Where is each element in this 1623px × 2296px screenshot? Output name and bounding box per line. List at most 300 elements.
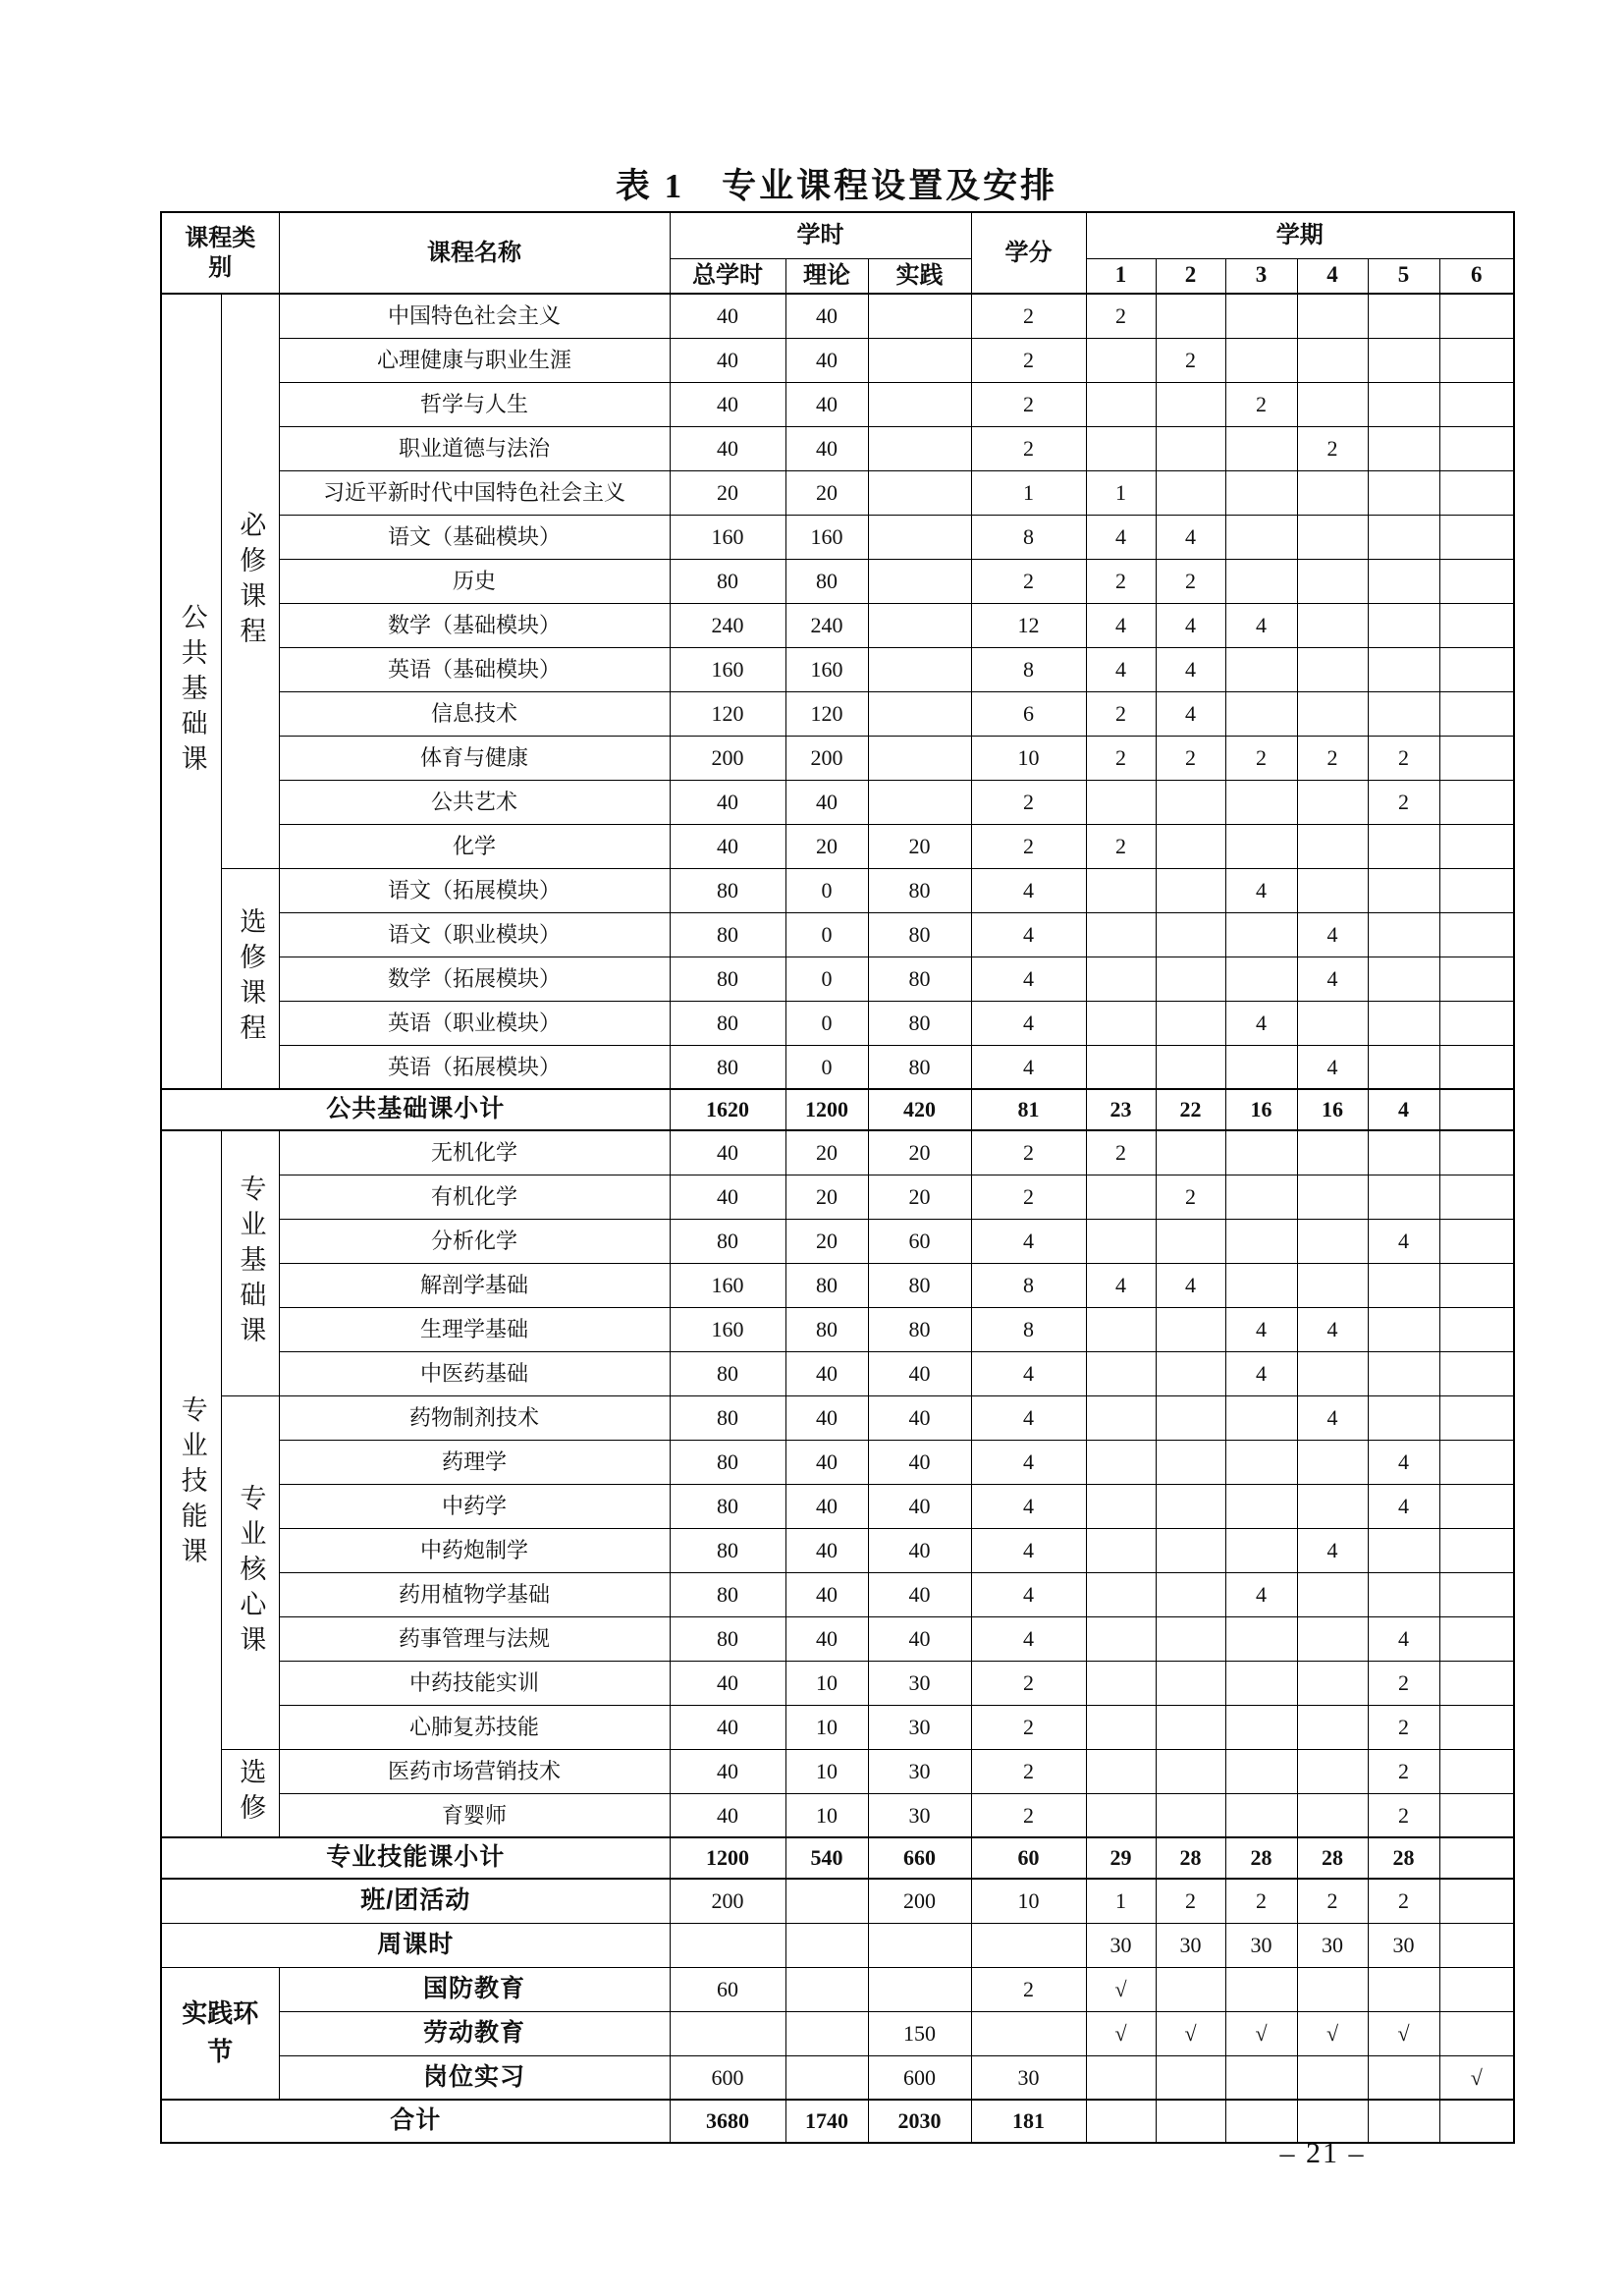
semester-1-cell: [1086, 1395, 1156, 1440]
semester-3-cell: [1225, 912, 1297, 957]
semester-3-cell: 28: [1225, 1837, 1297, 1879]
semester-5-cell: [1368, 515, 1439, 559]
semester-6-cell: [1439, 1440, 1514, 1484]
theory-hours-cell: 120: [785, 691, 868, 736]
course-name-cell: 药理学: [279, 1440, 670, 1484]
semester-3-cell: 4: [1225, 1351, 1297, 1395]
semester-3-cell: [1225, 338, 1297, 382]
credits-cell: 2: [971, 382, 1086, 426]
total-hours-cell: 40: [670, 824, 785, 868]
semester-5-cell: 28: [1368, 1837, 1439, 1879]
semester-3-cell: 4: [1225, 1307, 1297, 1351]
semester-1-cell: [1086, 1175, 1156, 1219]
semester-1-cell: [1086, 1528, 1156, 1572]
total-hours-cell: 200: [670, 736, 785, 780]
semester-6-cell: [1439, 2100, 1514, 2143]
theory-hours-cell: 40: [785, 382, 868, 426]
total-hours-cell: 80: [670, 957, 785, 1001]
semester-6-cell: [1439, 1089, 1514, 1130]
semester-6-cell: [1439, 1967, 1514, 2011]
theory-hours-cell: [785, 1967, 868, 2011]
semester-3-cell: [1225, 1793, 1297, 1837]
total-hours-cell: 80: [670, 1219, 785, 1263]
semester-4-cell: [1297, 1616, 1368, 1661]
semester-4-cell: [1297, 780, 1368, 824]
total-hours-cell: 80: [670, 1351, 785, 1395]
practice-hours-cell: 80: [868, 868, 971, 912]
semester-1-cell: [1086, 868, 1156, 912]
semester-6-cell: [1439, 1923, 1514, 1967]
semester-4-cell: [1297, 382, 1368, 426]
semester-5-cell: [1368, 426, 1439, 470]
curriculum-table: [160, 211, 1515, 2144]
semester-4-cell: [1297, 1001, 1368, 1045]
semester-1-cell: √: [1086, 2011, 1156, 2055]
semester-1-cell: [1086, 1484, 1156, 1528]
semester-5-cell: [1368, 1967, 1439, 2011]
course-name-cell: 药物制剂技术: [279, 1395, 670, 1440]
table-row: [161, 2011, 1514, 2055]
semester-2-cell: [1156, 1661, 1225, 1705]
semester-3-cell: [1225, 559, 1297, 603]
course-name-cell: 中医药基础: [279, 1351, 670, 1395]
course-name-cell: 有机化学: [279, 1175, 670, 1219]
semester-3-cell: [1225, 1705, 1297, 1749]
semester-2-cell: [1156, 1749, 1225, 1793]
practice-hours-cell: [868, 338, 971, 382]
total-hours-cell: 240: [670, 603, 785, 647]
category-practice-cell: 实践环节: [161, 1967, 279, 2100]
theory-hours-cell: 160: [785, 515, 868, 559]
semester-3-cell: [1225, 824, 1297, 868]
semester-5-cell: [1368, 470, 1439, 515]
course-name-cell: 数学（拓展模块）: [279, 957, 670, 1001]
theory-hours-cell: 10: [785, 1749, 868, 1793]
semester-6-cell: [1439, 1130, 1514, 1175]
semester-5-cell: 4: [1368, 1440, 1439, 1484]
semester-4-cell: √: [1297, 2011, 1368, 2055]
total-hours-cell: 80: [670, 1528, 785, 1572]
credits-cell: 2: [971, 294, 1086, 338]
semester-6-cell: [1439, 559, 1514, 603]
semester-4-cell: [1297, 1572, 1368, 1616]
total-hours-cell: 600: [670, 2055, 785, 2100]
semester-1-cell: [1086, 1572, 1156, 1616]
semester-2-cell: 30: [1156, 1923, 1225, 1967]
semester-3-cell: [1225, 691, 1297, 736]
theory-hours-cell: 10: [785, 1793, 868, 1837]
semester-5-cell: [1368, 603, 1439, 647]
theory-hours-cell: 10: [785, 1705, 868, 1749]
semester-6-cell: [1439, 1395, 1514, 1440]
practice-hours-cell: [868, 1967, 971, 2011]
semester-3-cell: 4: [1225, 1572, 1297, 1616]
practice-hours-cell: [868, 470, 971, 515]
practice-hours-cell: [868, 294, 971, 338]
semester-4-cell: [1297, 1440, 1368, 1484]
semester-4-cell: [1297, 1175, 1368, 1219]
practice-hours-cell: 40: [868, 1484, 971, 1528]
semester-2-cell: 4: [1156, 603, 1225, 647]
semester-2-cell: [1156, 294, 1225, 338]
semester-1-cell: [1086, 1045, 1156, 1089]
semester-3-cell: [1225, 647, 1297, 691]
practice-hours-cell: 200: [868, 1879, 971, 1923]
semester-5-cell: 4: [1368, 1616, 1439, 1661]
course-name-cell: 中药学: [279, 1484, 670, 1528]
table-row: [161, 1705, 1514, 1749]
semester-4-cell: [1297, 1351, 1368, 1395]
course-name-cell: 信息技术: [279, 691, 670, 736]
semester-2-cell: [1156, 1528, 1225, 1572]
summary-label-cell: 合计: [161, 2100, 670, 2143]
semester-4-cell: 4: [1297, 912, 1368, 957]
theory-hours-cell: 240: [785, 603, 868, 647]
practice-hours-cell: 20: [868, 1175, 971, 1219]
credits-cell: 4: [971, 1395, 1086, 1440]
semester-6-cell: [1439, 1793, 1514, 1837]
course-name-cell: 体育与健康: [279, 736, 670, 780]
semester-5-cell: [1368, 382, 1439, 426]
table-row: [161, 470, 1514, 515]
table-row: [161, 912, 1514, 957]
semester-2-cell: [1156, 1967, 1225, 2011]
credits-cell: 2: [971, 1175, 1086, 1219]
practice-hours-cell: 20: [868, 1130, 971, 1175]
credits-cell: 10: [971, 736, 1086, 780]
course-name-cell: 公共艺术: [279, 780, 670, 824]
semester-4-cell: [1297, 1793, 1368, 1837]
semester-4-cell: 4: [1297, 1395, 1368, 1440]
semester-4-cell: [1297, 2055, 1368, 2100]
semester-2-cell: 22: [1156, 1089, 1225, 1130]
semester-6-cell: [1439, 470, 1514, 515]
summary-label-cell: 班/团活动: [161, 1879, 670, 1923]
total-hours-cell: 40: [670, 1749, 785, 1793]
semester-1-cell: [1086, 1219, 1156, 1263]
semester-3-cell: [1225, 1749, 1297, 1793]
semester-1-cell: [1086, 1440, 1156, 1484]
semester-2-cell: [1156, 1572, 1225, 1616]
table-row: [161, 1175, 1514, 1219]
theory-hours-cell: 0: [785, 868, 868, 912]
semester-3-cell: 4: [1225, 1001, 1297, 1045]
table-row: [161, 294, 1514, 338]
total-hours-cell: 80: [670, 1484, 785, 1528]
semester-3-cell: [1225, 2055, 1297, 2100]
semester-6-cell: [1439, 1175, 1514, 1219]
credits-cell: 4: [971, 1045, 1086, 1089]
semester-6-cell: [1439, 1661, 1514, 1705]
semester-4-cell: [1297, 338, 1368, 382]
credits-cell: 2: [971, 780, 1086, 824]
theory-hours-cell: 40: [785, 426, 868, 470]
semester-6-cell: [1439, 736, 1514, 780]
header-practice: 实践: [868, 258, 971, 294]
semester-4-cell: 4: [1297, 1045, 1368, 1089]
semester-6-cell: [1439, 1351, 1514, 1395]
practice-hours-cell: [868, 515, 971, 559]
practice-hours-cell: 600: [868, 2055, 971, 2100]
table-row: [161, 1484, 1514, 1528]
semester-6-cell: [1439, 647, 1514, 691]
total-hours-cell: 80: [670, 868, 785, 912]
semester-1-cell: [1086, 1793, 1156, 1837]
theory-hours-cell: 40: [785, 1351, 868, 1395]
semester-6-cell: [1439, 1484, 1514, 1528]
credits-cell: 2: [971, 338, 1086, 382]
theory-hours-cell: 40: [785, 1572, 868, 1616]
semester-6-cell: [1439, 1616, 1514, 1661]
credits-cell: 4: [971, 912, 1086, 957]
table-row: [161, 1528, 1514, 1572]
semester-5-cell: [1368, 824, 1439, 868]
total-hours-cell: 200: [670, 1879, 785, 1923]
theory-hours-cell: 20: [785, 470, 868, 515]
semester-6-cell: [1439, 1837, 1514, 1879]
total-hours-cell: 60: [670, 1967, 785, 2011]
semester-5-cell: 2: [1368, 1661, 1439, 1705]
course-name-cell: 药用植物学基础: [279, 1572, 670, 1616]
course-name-cell: 语文（基础模块）: [279, 515, 670, 559]
semester-3-cell: [1225, 426, 1297, 470]
total-hours-cell: 80: [670, 1616, 785, 1661]
semester-2-cell: [1156, 1307, 1225, 1351]
semester-5-cell: [1368, 1263, 1439, 1307]
semester-2-cell: 4: [1156, 647, 1225, 691]
credits-cell: 81: [971, 1089, 1086, 1130]
header-semester-6: 6: [1439, 258, 1514, 294]
credits-cell: 4: [971, 1440, 1086, 1484]
course-name-cell: 历史: [279, 559, 670, 603]
theory-hours-cell: 40: [785, 1616, 868, 1661]
theory-hours-cell: 0: [785, 912, 868, 957]
category-inner-cell: 专业基础课: [221, 1130, 279, 1395]
theory-hours-cell: 0: [785, 1001, 868, 1045]
semester-5-cell: [1368, 691, 1439, 736]
semester-5-cell: [1368, 1307, 1439, 1351]
theory-hours-cell: 20: [785, 824, 868, 868]
semester-3-cell: √: [1225, 2011, 1297, 2055]
semester-6-cell: [1439, 515, 1514, 559]
total-hours-cell: 40: [670, 338, 785, 382]
semester-5-cell: [1368, 868, 1439, 912]
semester-6-cell: [1439, 1572, 1514, 1616]
semester-2-cell: [1156, 1351, 1225, 1395]
semester-5-cell: 2: [1368, 1749, 1439, 1793]
semester-2-cell: [1156, 1440, 1225, 1484]
semester-5-cell: [1368, 1395, 1439, 1440]
theory-hours-cell: 0: [785, 957, 868, 1001]
semester-1-cell: [1086, 1661, 1156, 1705]
table-row: [161, 603, 1514, 647]
theory-hours-cell: 80: [785, 1307, 868, 1351]
total-hours-cell: 40: [670, 1130, 785, 1175]
semester-5-cell: [1368, 1045, 1439, 1089]
table-row: [161, 1440, 1514, 1484]
semester-6-cell: [1439, 294, 1514, 338]
semester-4-cell: 4: [1297, 1528, 1368, 1572]
semester-1-cell: 4: [1086, 515, 1156, 559]
semester-5-cell: [1368, 1572, 1439, 1616]
semester-6-cell: [1439, 603, 1514, 647]
course-name-cell: 生理学基础: [279, 1307, 670, 1351]
semester-3-cell: [1225, 1967, 1297, 2011]
semester-3-cell: [1225, 1219, 1297, 1263]
table-row: [161, 1219, 1514, 1263]
total-hours-cell: 40: [670, 1705, 785, 1749]
semester-3-cell: 2: [1225, 736, 1297, 780]
practice-hours-cell: 60: [868, 1219, 971, 1263]
semester-3-cell: [1225, 515, 1297, 559]
semester-1-cell: 4: [1086, 1263, 1156, 1307]
table-row: [161, 1130, 1514, 1175]
semester-5-cell: 4: [1368, 1089, 1439, 1130]
theory-hours-cell: 40: [785, 780, 868, 824]
credits-cell: 8: [971, 1263, 1086, 1307]
total-hours-cell: 120: [670, 691, 785, 736]
total-hours-cell: [670, 2011, 785, 2055]
practice-hours-cell: 30: [868, 1749, 971, 1793]
credits-cell: 4: [971, 957, 1086, 1001]
practice-hours-cell: 40: [868, 1528, 971, 1572]
semester-2-cell: [1156, 1001, 1225, 1045]
table-row: [161, 691, 1514, 736]
semester-2-cell: [1156, 1045, 1225, 1089]
credits-cell: 30: [971, 2055, 1086, 2100]
semester-2-cell: [1156, 1705, 1225, 1749]
course-name-cell: 分析化学: [279, 1219, 670, 1263]
semester-5-cell: [1368, 1130, 1439, 1175]
credits-cell: 60: [971, 1837, 1086, 1879]
semester-2-cell: [1156, 912, 1225, 957]
semester-3-cell: [1225, 294, 1297, 338]
table-row: [161, 1749, 1514, 1793]
semester-2-cell: [1156, 426, 1225, 470]
semester-6-cell: [1439, 426, 1514, 470]
semester-2-cell: 2: [1156, 736, 1225, 780]
semester-2-cell: [1156, 382, 1225, 426]
semester-5-cell: [1368, 1001, 1439, 1045]
credits-cell: 2: [971, 1130, 1086, 1175]
practice-hours-cell: 40: [868, 1351, 971, 1395]
course-name-cell: 语文（职业模块）: [279, 912, 670, 957]
total-hours-cell: 40: [670, 426, 785, 470]
semester-6-cell: [1439, 780, 1514, 824]
table-row: [161, 1616, 1514, 1661]
semester-2-cell: [1156, 1616, 1225, 1661]
semester-6-cell: [1439, 338, 1514, 382]
course-name-cell: 育婴师: [279, 1793, 670, 1837]
semester-4-cell: [1297, 1661, 1368, 1705]
course-name-cell: 英语（职业模块）: [279, 1001, 670, 1045]
theory-hours-cell: [785, 2011, 868, 2055]
table-row: [161, 1661, 1514, 1705]
total-hours-cell: 80: [670, 1395, 785, 1440]
course-name-cell: 解剖学基础: [279, 1263, 670, 1307]
semester-5-cell: [1368, 1351, 1439, 1395]
table-row: [161, 1793, 1514, 1837]
practice-hours-cell: [868, 780, 971, 824]
theory-hours-cell: 0: [785, 1045, 868, 1089]
header-semester: 学期: [1086, 212, 1514, 258]
semester-6-cell: [1439, 824, 1514, 868]
table-row: [161, 1572, 1514, 1616]
semester-6-cell: [1439, 1749, 1514, 1793]
semester-4-cell: [1297, 1705, 1368, 1749]
semester-1-cell: 29: [1086, 1837, 1156, 1879]
semester-1-cell: [1086, 1705, 1156, 1749]
course-name-cell: 国防教育: [279, 1967, 670, 2011]
total-hours-cell: 3680: [670, 2100, 785, 2143]
course-name-cell: 习近平新时代中国特色社会主义: [279, 470, 670, 515]
table-row: [161, 382, 1514, 426]
course-name-cell: 英语（基础模块）: [279, 647, 670, 691]
total-hours-cell: 40: [670, 1661, 785, 1705]
table-row: [161, 1045, 1514, 1089]
credits-cell: 2: [971, 1749, 1086, 1793]
semester-5-cell: 2: [1368, 1879, 1439, 1923]
total-hours-cell: 80: [670, 1440, 785, 1484]
theory-hours-cell: 10: [785, 1661, 868, 1705]
practice-hours-cell: [868, 382, 971, 426]
practice-hours-cell: 20: [868, 824, 971, 868]
course-name-cell: 数学（基础模块）: [279, 603, 670, 647]
semester-1-cell: 2: [1086, 736, 1156, 780]
table-row-activity: [161, 1879, 1514, 1923]
semester-6-cell: √: [1439, 2055, 1514, 2100]
page-title: 表 1 专业课程设置及安排: [615, 167, 1058, 205]
semester-1-cell: [1086, 957, 1156, 1001]
semester-6-cell: [1439, 1045, 1514, 1089]
semester-4-cell: [1297, 470, 1368, 515]
header-category: 课程类别: [161, 212, 279, 294]
header-semester-2: 2: [1156, 258, 1225, 294]
semester-4-cell: [1297, 1749, 1368, 1793]
practice-hours-cell: 40: [868, 1395, 971, 1440]
semester-6-cell: [1439, 912, 1514, 957]
semester-5-cell: [1368, 559, 1439, 603]
semester-4-cell: [1297, 294, 1368, 338]
category-inner-cell: 选修课程: [221, 868, 279, 1089]
semester-1-cell: [1086, 382, 1156, 426]
semester-2-cell: [1156, 470, 1225, 515]
credits-cell: [971, 1923, 1086, 1967]
semester-6-cell: [1439, 868, 1514, 912]
table-row: [161, 824, 1514, 868]
semester-3-cell: 16: [1225, 1089, 1297, 1130]
semester-5-cell: [1368, 647, 1439, 691]
practice-hours-cell: [868, 1923, 971, 1967]
summary-label-cell: 周课时: [161, 1923, 670, 1967]
practice-hours-cell: 80: [868, 957, 971, 1001]
course-name-cell: 岗位实习: [279, 2055, 670, 2100]
total-hours-cell: 160: [670, 1263, 785, 1307]
semester-2-cell: [1156, 1219, 1225, 1263]
semester-1-cell: [1086, 426, 1156, 470]
credits-cell: 4: [971, 1351, 1086, 1395]
table-row: [161, 426, 1514, 470]
practice-hours-cell: [868, 647, 971, 691]
semester-6-cell: [1439, 691, 1514, 736]
semester-5-cell: 4: [1368, 1219, 1439, 1263]
category-inner-cell: 选修: [221, 1749, 279, 1837]
credits-cell: 4: [971, 1219, 1086, 1263]
practice-hours-cell: 30: [868, 1661, 971, 1705]
semester-6-cell: [1439, 1528, 1514, 1572]
semester-2-cell: 4: [1156, 515, 1225, 559]
theory-hours-cell: 540: [785, 1837, 868, 1879]
